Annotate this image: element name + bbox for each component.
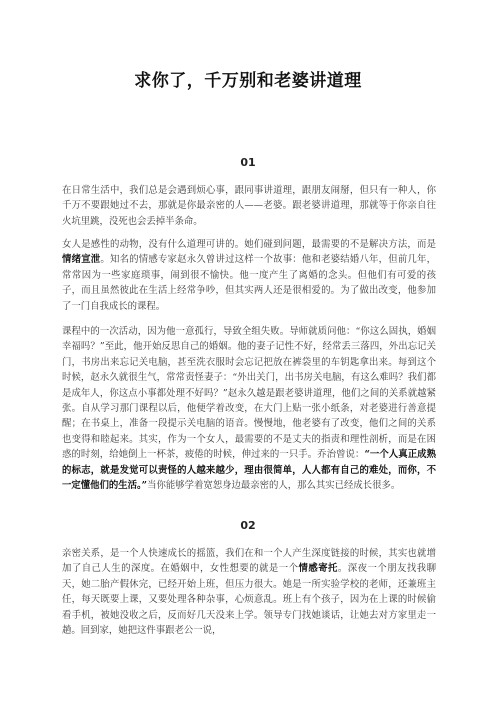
section-number: 02: [240, 519, 256, 532]
bold-phrase: 情绪宣泄: [62, 254, 101, 266]
bold-quote: “一个人真正成熟的标志，就是发觉可以责怪的人越来越少，理由很简单，人人都有自己的难处，而你，不一定懂他们的生活。”: [62, 449, 436, 492]
paragraph-text: 女人是感性的动物，没有什么道理可讲的。她们碰到问题，最需要的不是解决方法，而是: [62, 239, 436, 250]
paragraph-story: [62, 324, 436, 493]
article-title: 求你了，千万别和老婆讲道理: [134, 71, 362, 91]
paragraph-emotion: [62, 237, 436, 314]
paragraph-text: 。深夜一个朋友找我聊天，她二胎产假休完，已经开始上班，但压力很大。她是一所实验学校的老师，还兼班主任，每天既要上课，又要处理各种杂事，心烦意乱。班上有个孩子，因为在上课的时候偷看手机，被她没收之后，反而好几天没来上学。领导专门找她谈话，让她去对方家里走一趟。回到家，她把这件事跟老公一说，: [62, 563, 436, 637]
paragraph-text: 。知名的情感专家赵永久曾讲过这样一个故事：他和老婆结婚八年，但前几年，常常因为一些家庭琐事，闹到很不愉快。他一度产生了离婚的念头。但他们有可爱的孩子，而且虽然彼此在生活上经常争吵，但其实两人还是很相爱的。为了做出改变，他参加了一门自我成长的课程。: [62, 254, 436, 312]
bold-phrase: 情感寄托: [298, 563, 338, 575]
paragraph-text: 课程中的一次活动，因为他一意孤行，导致全组失败。导师就质问他：“你这么固执，婚姻幸福吗？”至此，他开始反思自己的婚姻。他的妻子记性不好，经常丢三落四，外出忘记关门，书房出来忘记关电脑，甚至洗衣服时会忘记把放在裤袋里的车钥匙拿出来。每到这个时候，赵永久就很生气，常常责怪妻子：“外出关门，出书房关电脑，有这么难吗？我们都是成年人，你这点小事都处理不好吗？”赵永久越是跟老婆讲道理，他们之间的关系就越紧张。自从学习那门课程以后，他便学着改变，在大门上贴一张小纸条，对老婆进行善意提醒；在书桌上，准备一段提示关电脑的语音。慢慢地，他老婆有了改变，他们之间的关系也变得和睦起来。其实，作为一个女人，最需要的不是丈夫的指责和理性剖析，而是在困惑的时刻，给她倒上一杯茶，疲倦的时候，伸过来的一只手。乔治曾说：: [62, 326, 436, 461]
paragraph-intro: 在日常生活中，我们总是会遇到烦心事，跟同事讲道理，跟朋友闹掰，但只有一种人，你千万不要跟她过不去，那就是你最亲密的人——老婆。跟老婆讲道理，那就等于你亲自往火坑里跳，没死也会丢掉半条命。: [62, 185, 436, 227]
section-number: 01: [240, 156, 256, 169]
paragraph-text: 当你能够学着宽恕身边最亲密的人，那么其实已经成长很多。: [147, 480, 401, 492]
paragraph-relationship: [62, 546, 436, 638]
paragraph-text: 亲密关系，是一个人快速成长的摇篮，我们在和一个人产生深度链接的时候，其实也就增加了自己人生的深度。在婚姻中，女性想要的就是一个: [62, 548, 436, 575]
